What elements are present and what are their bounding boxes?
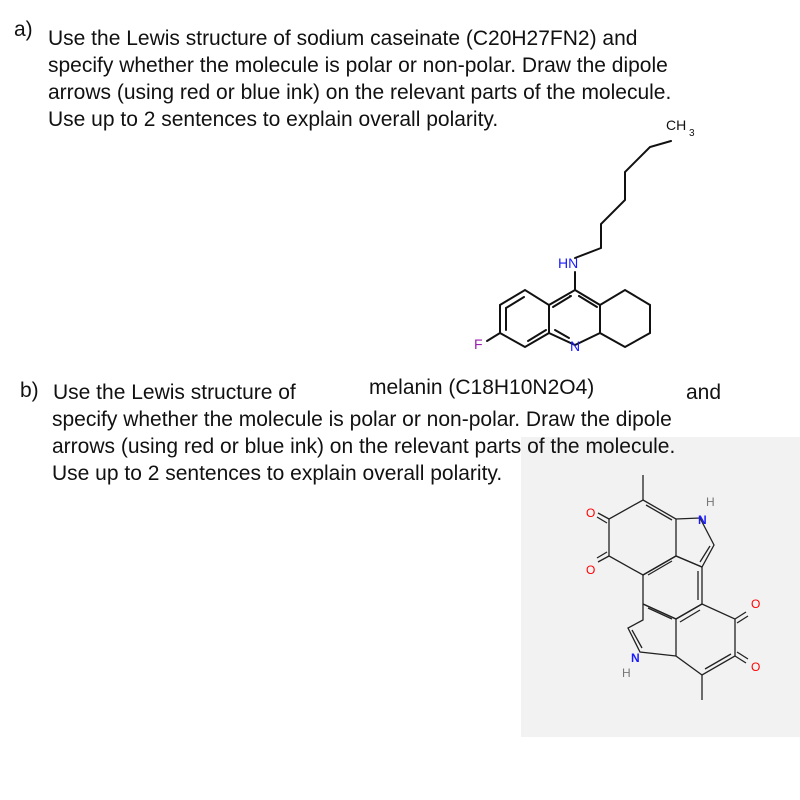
part-b-line-2: specify whether the molecule is polar or non-polar. Draw the dipole xyxy=(52,408,672,431)
ring-nitrogen-label: N xyxy=(570,338,581,354)
structure-b-bonds xyxy=(597,475,748,700)
nitrogen-label-top: N xyxy=(698,513,707,527)
hydrogen-label-bottom: H xyxy=(622,666,631,680)
part-b-marker: b) xyxy=(20,379,39,402)
part-a-line-4: Use up to 2 sentences to explain overall polarity. xyxy=(48,108,499,131)
part-b-line-1-compound: melanin (C18H10N2O4) xyxy=(369,376,595,399)
oxygen-label-top-right: O xyxy=(751,597,761,611)
part-b-line-4: Use up to 2 sentences to explain overall polarity. xyxy=(52,462,503,485)
oxygen-label-bottom-left: O xyxy=(586,563,596,577)
part-a-line-1: Use the Lewis structure of sodium caseinate (C20H27FN2) and xyxy=(48,27,638,50)
fluorine-label: F xyxy=(474,336,483,352)
part-b-line-1-end: and xyxy=(686,381,722,404)
ch3-label: CH xyxy=(666,117,687,133)
hn-label: HN xyxy=(558,255,579,271)
part-b-line-1-start: Use the Lewis structure of xyxy=(53,381,296,404)
part-b-line-3: arrows (using red or blue ink) on the relevant parts of the molecule. xyxy=(52,435,676,458)
oxygen-label-top-left: O xyxy=(586,506,596,520)
nitrogen-label-bottom: N xyxy=(631,651,640,665)
ch3-subscript: 3 xyxy=(689,128,695,139)
hydrogen-label-top: H xyxy=(706,495,715,509)
structure-b-labels xyxy=(586,495,760,680)
part-a-line-3: arrows (using red or blue ink) on the relevant parts of the molecule. xyxy=(48,81,672,104)
part-a-marker: a) xyxy=(14,18,33,41)
part-a-line-2: specify whether the molecule is polar or non-polar. Draw the dipole xyxy=(48,54,668,77)
oxygen-label-bottom-right: O xyxy=(751,660,761,674)
